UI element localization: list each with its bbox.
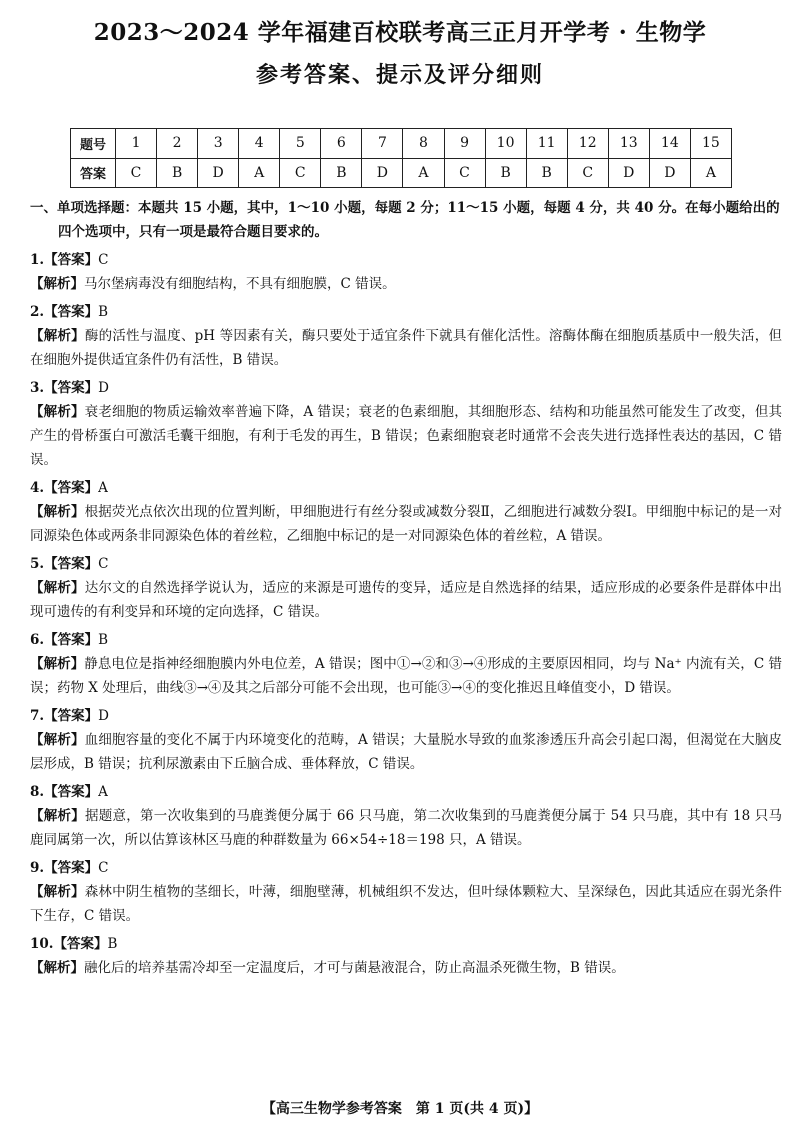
explanation-tag: 【解析】	[30, 884, 85, 900]
question-number: 1.	[30, 252, 45, 268]
question-number: 5.	[30, 556, 45, 572]
explanation	[30, 400, 782, 472]
answer-letter: C	[98, 252, 109, 268]
question-number-cell: 3	[198, 129, 239, 159]
explanation	[30, 272, 782, 296]
question-number-cell: 2	[157, 129, 198, 159]
answer-letter: C	[98, 556, 109, 572]
question-block	[30, 248, 782, 296]
answer-line	[30, 300, 782, 324]
question-block	[30, 300, 782, 372]
answer-cell: B	[157, 158, 198, 188]
question-block	[30, 780, 782, 852]
answer-letter: D	[98, 708, 109, 724]
page-title: 2023～2024 学年福建百校联考高三正月开学考 · 生物学	[93, 19, 707, 46]
answer-cell: C	[116, 158, 157, 188]
explanation-text: 衰老细胞的物质运输效率普遍下降，A 错误；衰老的色素细胞，其细胞形态、结构和功能虽然可能发生了改变，但其产生的骨桥蛋白可激活毛囊干细胞，有利于毛发的再生，B 错误；色素细胞衰老时通常不会丧失进行选择性表达的基因，C 错误。	[30, 404, 783, 468]
question-number-cell: 12	[567, 129, 608, 159]
answer-tag: 【答案】	[44, 304, 99, 320]
question-number-row	[71, 129, 732, 159]
answer-cell: B	[526, 158, 567, 188]
explanation-text: 静息电位是指神经细胞膜内外电位差，A 错误；图中①→②和③→④形成的主要原因相同，均与 Na⁺ 内流有关，C 错误；药物 X 处理后，曲线③→④及其之后部分可能不会出现，也可能③→④的变化推迟且峰值变小，D 错误。	[30, 656, 783, 696]
answer-line	[30, 248, 782, 272]
question-number-cell: 7	[362, 129, 403, 159]
explanation-tag: 【解析】	[30, 276, 84, 292]
answer-tag: 【答案】	[44, 252, 99, 268]
explanation	[30, 880, 782, 928]
question-number-cell: 11	[526, 129, 567, 159]
question-number-cell: 1	[116, 129, 157, 159]
explanation	[30, 324, 782, 372]
question-block	[30, 476, 782, 548]
answer-cell: B	[321, 158, 362, 188]
answer-line	[30, 552, 782, 576]
answer-line	[30, 856, 782, 880]
question-block	[30, 856, 782, 928]
answer-line	[30, 704, 782, 728]
explanation-text: 血细胞容量的变化不属于内环境变化的范畴，A 错误；大量脱水导致的血浆渗透压升高会引起口渴，但渴觉在大脑皮层形成，B 错误；抗利尿激素由下丘脑合成、垂体释放，C 错误。	[30, 732, 783, 772]
explanation-text: 据题意，第一次收集到的马鹿粪便分属于 66 只马鹿，第二次收集到的马鹿粪便分属于 54 只马鹿，其中有 18 只马鹿同属第一次，所以估算该林区马鹿的种群数量为 66×54÷18＝198 只，A 错误。	[30, 808, 783, 848]
answer-cell: D	[649, 158, 690, 188]
answer-line	[30, 376, 782, 400]
question-number: 9.	[30, 860, 45, 876]
answer-letter: A	[98, 784, 108, 800]
answer-tag: 【答案】	[44, 860, 99, 876]
answer-tag: 【答案】	[44, 556, 99, 572]
question-block	[30, 552, 782, 624]
question-number: 7.	[30, 708, 45, 724]
answer-letter: D	[98, 380, 109, 396]
question-number-cell: 10	[485, 129, 526, 159]
explanation	[30, 652, 782, 700]
question-number-cell: 9	[444, 129, 485, 159]
answer-cell: A	[239, 158, 280, 188]
explanation	[30, 576, 782, 624]
question-block	[30, 704, 782, 776]
row-label-number: 题号	[71, 129, 116, 159]
answer-line	[30, 932, 782, 956]
question-number-cell: 13	[608, 129, 649, 159]
explanation-text: 根据荧光点依次出现的位置判断，甲细胞进行有丝分裂或减数分裂Ⅱ，乙细胞进行减数分裂Ⅰ。甲细胞中标记的是一对同源染色体或两条非同源染色体的着丝粒，乙细胞中标记的是一对同源染色体的着丝粒，A 错误。	[30, 504, 782, 544]
question-number: 8.	[30, 784, 45, 800]
question-number: 3.	[30, 380, 45, 396]
explanation-tag: 【解析】	[30, 732, 85, 748]
answer-tag: 【答案】	[53, 936, 108, 952]
question-number-cell: 8	[403, 129, 444, 159]
answer-letter: A	[98, 480, 108, 496]
question-number-cell: 5	[280, 129, 321, 159]
question-block	[30, 932, 782, 980]
answer-cell: D	[608, 158, 649, 188]
explanation-tag: 【解析】	[30, 328, 85, 344]
explanation-tag: 【解析】	[30, 656, 85, 672]
question-number: 4.	[30, 480, 45, 496]
explanation-tag: 【解析】	[30, 580, 85, 596]
explanation-tag: 【解析】	[30, 404, 85, 420]
explanation-tag: 【解析】	[30, 808, 85, 824]
answer-cell: A	[690, 158, 731, 188]
answer-table	[70, 128, 732, 188]
question-block	[30, 628, 782, 700]
answer-line	[30, 628, 782, 652]
answer-line	[30, 780, 782, 804]
answer-line	[30, 476, 782, 500]
question-number-cell: 14	[649, 129, 690, 159]
answer-cell: D	[198, 158, 239, 188]
answer-tag: 【答案】	[44, 708, 99, 724]
page-footer: 【高三生物学参考答案 第 1 页(共 4 页)】	[261, 1101, 539, 1117]
question-block	[30, 376, 782, 472]
explanation	[30, 956, 782, 980]
explanation-text: 马尔堡病毒没有细胞结构，不具有细胞膜，C 错误。	[84, 276, 396, 292]
answer-cell: A	[403, 158, 444, 188]
answer-cell: C	[567, 158, 608, 188]
row-label-answer: 答案	[71, 158, 116, 188]
answer-letter: B	[98, 632, 109, 648]
answer-tag: 【答案】	[44, 380, 99, 396]
explanation	[30, 804, 782, 852]
answer-cell: C	[280, 158, 321, 188]
explanation	[30, 500, 782, 548]
question-number: 2.	[30, 304, 45, 320]
explanation-tag: 【解析】	[30, 504, 85, 520]
answer-tag: 【答案】	[44, 480, 99, 496]
question-number-cell: 4	[239, 129, 280, 159]
answer-cell: D	[362, 158, 403, 188]
answer-tag: 【答案】	[44, 784, 99, 800]
answer-letter: B	[98, 304, 109, 320]
question-number-cell: 6	[321, 129, 362, 159]
answer-letter: B	[107, 936, 118, 952]
explanation-text: 融化后的培养基需冷却至一定温度后，才可与菌悬液混合，防止高温杀死微生物，B 错误。	[84, 960, 625, 976]
answer-row	[71, 158, 732, 188]
explanation-text: 森林中阴生植物的茎细长，叶薄，细胞壁薄，机械组织不发达，但叶绿体颗粒大、呈深绿色，因此其适应在弱光条件下生存，C 错误。	[30, 884, 783, 924]
question-number-cell: 15	[690, 129, 731, 159]
explanation	[30, 728, 782, 776]
section-intro: 一、单项选择题：本题共 15 小题，其中，1～10 小题，每题 2 分；11～15 小题，每题 4 分，共 40 分。在每小题给出的四个选项中，只有一项是最符合题目要求的。	[30, 200, 780, 240]
answer-body	[30, 196, 782, 982]
question-number: 6.	[30, 632, 45, 648]
explanation-text: 达尔文的自然选择学说认为，适应的来源是可遗传的变异，适应是自然选择的结果，适应形成的必要条件是群体中出现可遗传的有利变异和环境的定向选择，C 错误。	[30, 580, 783, 620]
answer-letter: C	[98, 860, 109, 876]
explanation-text: 酶的活性与温度、pH 等因素有关，酶只要处于适宜条件下就具有催化活性。溶酶体酶在细胞质基质中一般失活，但在细胞外提供适宜条件仍有活性，B 错误。	[30, 328, 782, 368]
answer-cell: C	[444, 158, 485, 188]
answer-cell: B	[485, 158, 526, 188]
answer-tag: 【答案】	[44, 632, 99, 648]
question-number: 10.	[30, 936, 54, 952]
page-subtitle: 参考答案、提示及评分细则	[255, 62, 544, 88]
explanation-tag: 【解析】	[30, 960, 84, 976]
